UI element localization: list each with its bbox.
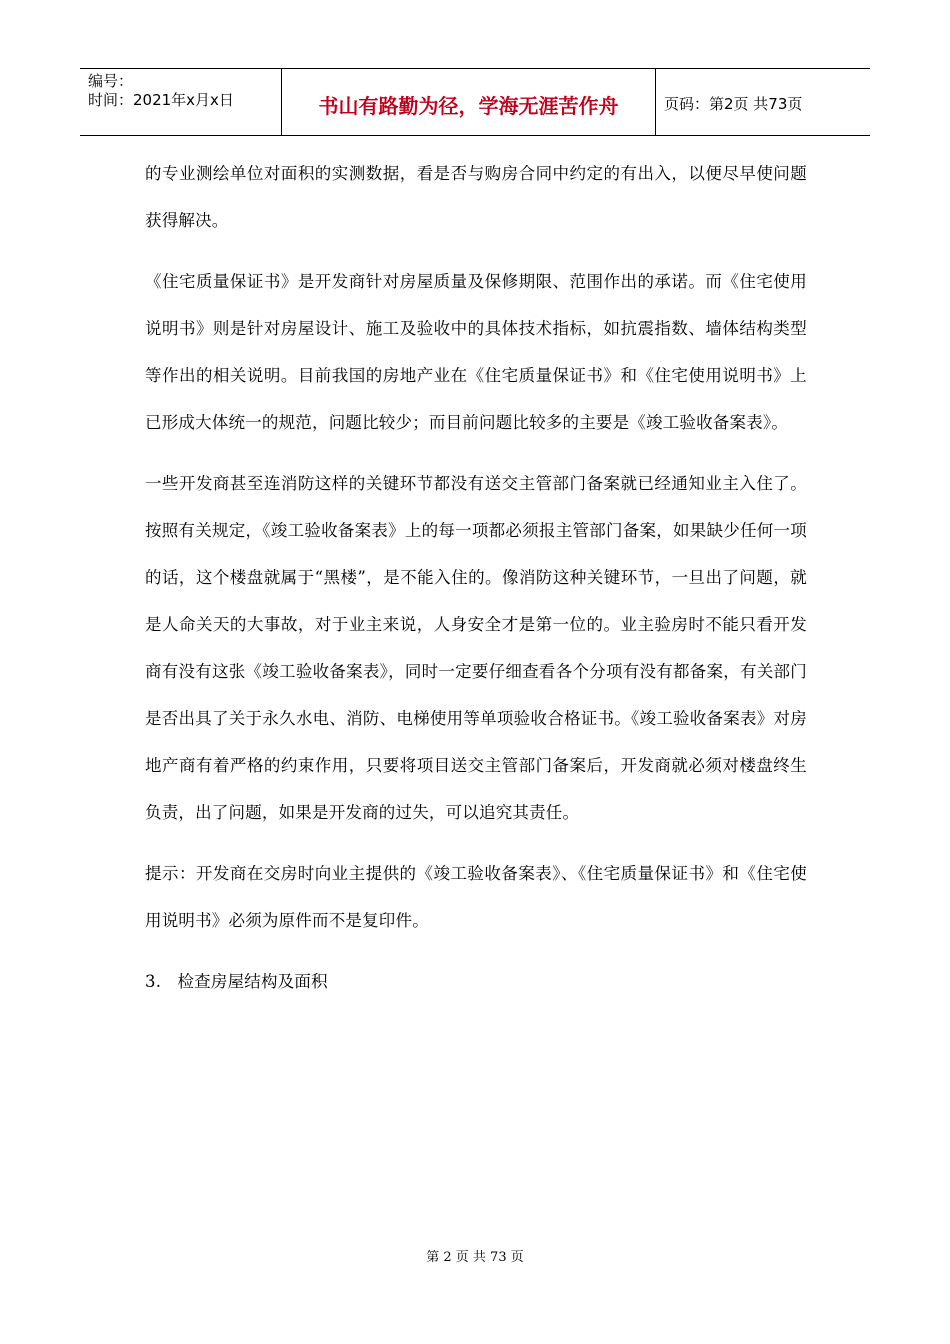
- body-paragraph-1: 的专业测绘单位对面积的实测数据，看是否与购房合同中约定的有出入，以便尽早使问题获得解决。: [145, 164, 807, 230]
- body-paragraph-3: 一些开发商甚至连消防这样的关键环节都没有送交主管部门备案就已经通知业主入住了。按照有关规定，《竣工验收备案表》上的每一项都必须报主管部门备案，如果缺少任何一项的话，这个楼盘就属于“黑楼”，是不能入住的。像消防这种关键环节，一旦出了问题，就是人命关天的大事故，对于业主来说，人身安全才是第一位的。业主验房时不能只看开发商有没有这张《竣工验收备案表》，同时一定要仔细查看各个分项有没有都备案，有关部门是否出具了关于永久水电、消防、电梯使用等单项验收合格证书。《竣工验收备案表》对房地产商有着严格的约束作用，只要将项目送交主管部门备案后，开发商就必须对楼盘终生负责，出了问题，如果是开发商的过失，可以追究其责任。: [145, 474, 807, 822]
- page-footer: 第 2 页 共 73 页: [426, 1250, 524, 1265]
- header-page-info: 页码：第2页 共73页: [664, 95, 803, 113]
- document-number-label: 编号：: [88, 72, 134, 90]
- section-heading: 3. 检查房屋结构及面积: [145, 972, 328, 991]
- document-time-label: 时间：2021年x月x日: [88, 91, 234, 109]
- page-header: [80, 68, 870, 136]
- header-motto: 书山有路勤为径，学海无涯苦作舟: [282, 69, 656, 135]
- body-paragraph-tip: 提示：开发商在交房时向业主提供的《竣工验收备案表》、《住宅质量保证书》和《住宅使用说明书》必须为原件而不是复印件。: [145, 864, 807, 930]
- body-paragraph-2: 《住宅质量保证书》是开发商针对房屋质量及保修期限、范围作出的承诺。而《住宅使用说明书》则是针对房屋设计、施工及验收中的具体技术指标，如抗震指数、墙体结构类型等作出的相关说明。目前我国的房地产业在《住宅质量保证书》和《住宅使用说明书》上已形成大体统一的规范，问题比较少；而目前问题比较多的主要是《竣工验收备案表》。: [145, 272, 807, 432]
- document-body: [145, 150, 807, 1005]
- header-meta: [80, 69, 282, 135]
